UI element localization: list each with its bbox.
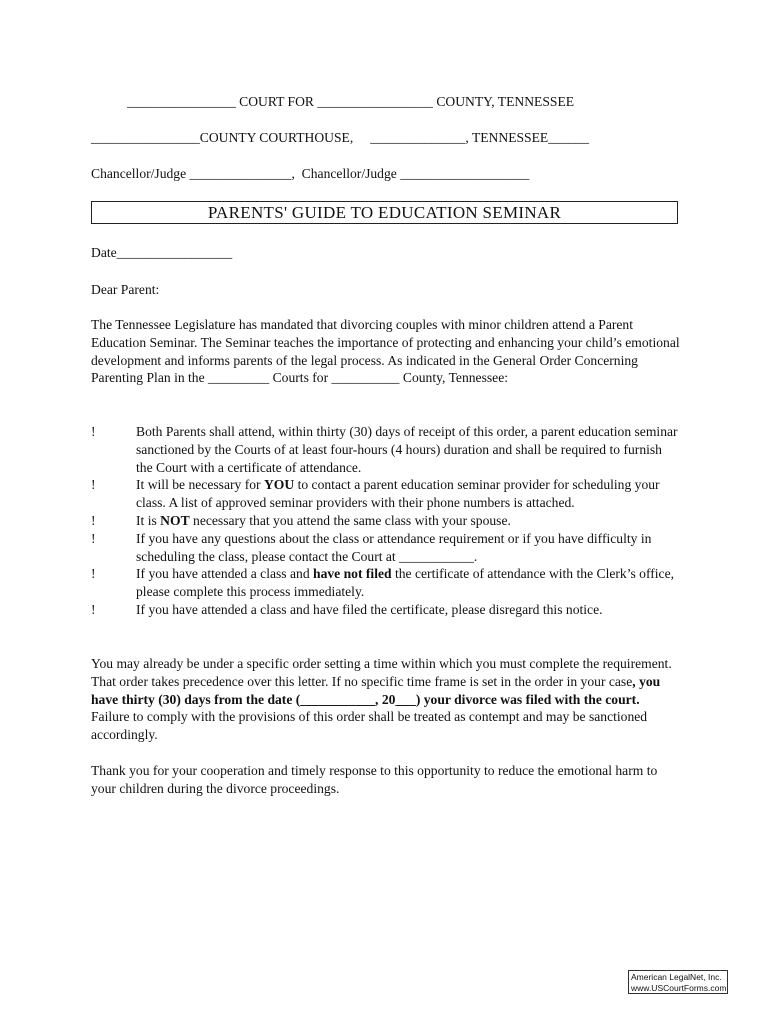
bullet-text: If you have any questions about the class or attendance requirement or if you have difficulty in scheduling the class, please contact the Court at ___________. [136,530,652,564]
list-item [91,476,681,512]
bullet-text-pre: It is [136,512,161,528]
list-item [91,565,681,601]
bullet-text-pre: It will be necessary for [136,477,264,493]
bullet-text-pre: If you have attended a class and [136,566,314,582]
judge-line: Chancellor/Judge _______________, Chancellor/Judge ___________________ [91,166,530,181]
list-item [91,512,681,530]
bullet-mark: ! [91,512,96,528]
bullet-text-post: necessary that you attend the same class with your spouse. [189,512,511,528]
bullet-text: Both Parents shall attend, within thirty (30) days of receipt of this order, a parent education seminar sanctioned by the Courts of at least four-hours (4 hours) duration and shall be required to furnish the Court with a certificate of attendance. [136,424,678,475]
bullet-mark: ! [91,566,96,582]
court-line: ________________ COURT FOR _________________ COUNTY, TENNESSEE [127,94,575,109]
bullet-text-bold: have not filed [313,566,392,582]
intro-paragraph: The Tennessee Legislature has mandated that divorcing couples with minor children attend a Parent Education Seminar. The Seminar teaches the importance of protecting and enhancing your child’s emotional development and informs parents of the legal process. As indicated in the General Order Concerning Parenting Plan in the _________ Courts for __________ County, Tennessee: [91,317,680,386]
list-item [91,423,681,476]
list-item [91,601,681,619]
bullet-text: If you have attended a class and have filed the certificate, please disregard this notice. [136,601,603,617]
publisher-box [628,970,728,994]
bullet-text [136,565,681,601]
list-item [91,530,681,566]
bullet-text [136,476,681,512]
bullet-mark: ! [91,601,96,617]
bullet-text-bold: YOU [263,477,295,493]
closing-paragraph: Thank you for your cooperation and timely response to this opportunity to reduce the emotional harm to your children during the divorce proceedings. [91,763,658,796]
publisher-name: American LegalNet, Inc. [631,972,722,982]
courthouse-line: ________________COUNTY COURTHOUSE, ______________, TENNESSEE______ [91,130,590,145]
order-text-bold: , you have thirty (30) days from the date (___________, 20___) your divorce was filed with the court. [91,673,661,707]
bullet-text [136,512,681,530]
order-text-post: Failure to comply with the provisions of this order shall be treated as contempt and may be sanctioned accordingly. [91,709,648,743]
document-title: PARENTS' GUIDE TO EDUCATION SEMINAR [91,201,678,224]
publisher-url: www.USCourtForms.com [631,983,727,993]
bullet-text-post: to contact a parent education seminar provider for scheduling your class. A list of approved seminar providers with their phone numbers is attached. [136,477,660,511]
bullet-text-post: the certificate of attendance with the Clerk’s office, please complete this process immediately. [136,566,675,600]
order-text-pre: You may already be under a specific order setting a time within which you must complete the requirement. That order takes precedence over this letter. If no specific time frame is set in the order in your case [91,656,672,689]
bullet-text-bold: NOT [160,512,190,528]
bullet-mark: ! [91,530,96,546]
salutation: Dear Parent: [91,282,160,297]
bullet-mark: ! [91,477,96,493]
order-paragraph [91,655,681,744]
date-line: Date_________________ [91,245,233,260]
bullet-mark: ! [91,424,96,439]
bullet-list [91,423,681,619]
